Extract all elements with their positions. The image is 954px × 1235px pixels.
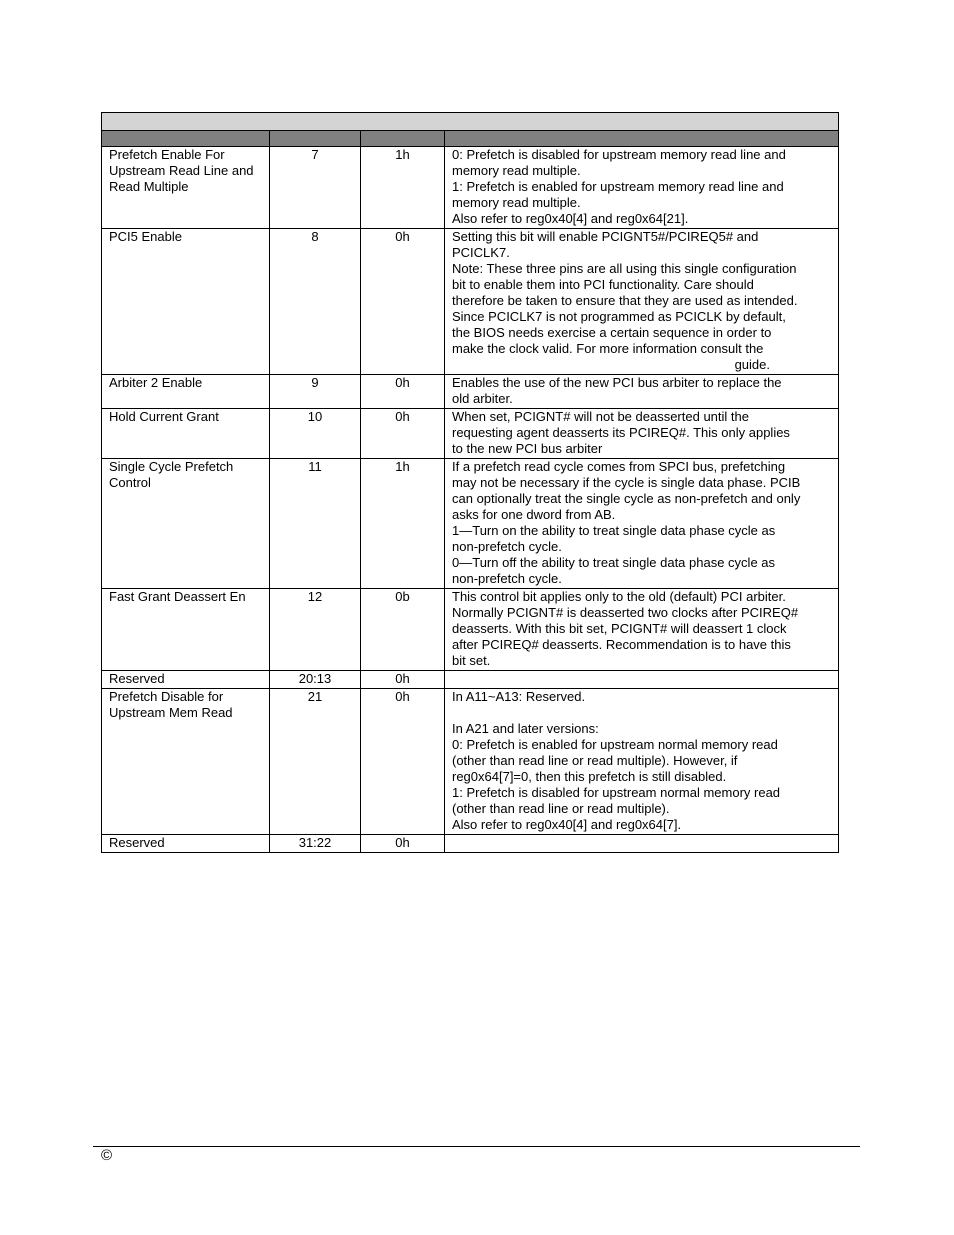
default-value-cell: 0h xyxy=(361,229,445,375)
default-value-cell: 0h xyxy=(361,689,445,835)
description-line: Setting this bit will enable PCIGNT5#/PCIREQ5# and xyxy=(452,229,759,244)
description-line: non-prefetch cycle. xyxy=(452,571,562,586)
description-line: the BIOS needs exercise a certain sequence in order to xyxy=(452,325,772,340)
default-value-cell: 1h xyxy=(361,459,445,589)
table-row xyxy=(102,147,839,229)
description-line: This control bit applies only to the old (default) PCI arbiter. xyxy=(452,589,786,604)
copyright-symbol: © xyxy=(101,1147,113,1164)
bits-cell: 8 xyxy=(270,229,361,375)
field-name-cell: Arbiter 2 Enable xyxy=(102,375,270,409)
default-value-cell: 0h xyxy=(361,375,445,409)
description-line: guide. xyxy=(734,357,770,372)
description-line: old arbiter. xyxy=(452,391,513,406)
description-line: In A21 and later versions: xyxy=(452,721,599,736)
description-line: requesting agent deasserts its PCIREQ#. This only applies xyxy=(452,425,790,440)
default-value-cell: 0h xyxy=(361,409,445,459)
table-row xyxy=(102,409,839,459)
bits-cell: 12 xyxy=(270,589,361,671)
field-name-cell: Prefetch Disable for Upstream Mem Read xyxy=(102,689,270,835)
bits-cell: 11 xyxy=(270,459,361,589)
description-cell xyxy=(445,835,839,853)
bits-cell: 31:22 xyxy=(270,835,361,853)
field-name-cell: PCI5 Enable xyxy=(102,229,270,375)
description-line: Enables the use of the new PCI bus arbiter to replace the xyxy=(452,375,782,390)
description-line: to the new PCI bus arbiter xyxy=(452,441,603,456)
description-line: may not be necessary if the cycle is single data phase. PCIB xyxy=(452,475,801,490)
description-line: therefore be taken to ensure that they are used as intended. xyxy=(452,293,798,308)
register-table xyxy=(101,112,839,853)
description-line: 1: Prefetch is enabled for upstream memory read line and xyxy=(452,179,784,194)
description-line: Note: These three pins are all using this single configuration xyxy=(452,261,797,276)
description-cell xyxy=(445,689,839,835)
description-line: reg0x64[7]=0, then this prefetch is still disabled. xyxy=(452,769,727,784)
field-name-cell: Prefetch Enable For Upstream Read Line and Read Multiple xyxy=(102,147,270,229)
header-default-cell xyxy=(361,131,445,147)
description-line xyxy=(452,705,836,721)
field-name-cell: Single Cycle Prefetch Control xyxy=(102,459,270,589)
field-name-cell: Reserved xyxy=(102,671,270,689)
description-line: Also refer to reg0x40[4] and reg0x64[7]. xyxy=(452,817,682,832)
table-title-bar xyxy=(102,113,839,131)
description-line: bit set. xyxy=(452,653,491,668)
table-title-cell xyxy=(102,113,839,131)
bits-cell: 9 xyxy=(270,375,361,409)
header-bits-cell xyxy=(270,131,361,147)
table-row xyxy=(102,689,839,835)
table-row xyxy=(102,375,839,409)
description-line: memory read multiple. xyxy=(452,163,581,178)
bits-cell: 21 xyxy=(270,689,361,835)
description-line: 1: Prefetch is disabled for upstream normal memory read xyxy=(452,785,781,800)
description-line: Since PCICLK7 is not programmed as PCICLK by default, xyxy=(452,309,786,324)
description-cell xyxy=(445,147,839,229)
description-line: non-prefetch cycle. xyxy=(452,539,562,554)
table-row xyxy=(102,589,839,671)
description-line: 0: Prefetch is enabled for upstream normal memory read xyxy=(452,737,778,752)
default-value-cell: 0h xyxy=(361,835,445,853)
description-cell xyxy=(445,459,839,589)
header-field-cell xyxy=(102,131,270,147)
description-line: If a prefetch read cycle comes from SPCI bus, prefetching xyxy=(452,459,786,474)
description-line: PCICLK7. xyxy=(452,245,510,260)
description-line: When set, PCIGNT# will not be deasserted until the xyxy=(452,409,749,424)
table-header-row xyxy=(102,131,839,147)
table-row xyxy=(102,229,839,375)
description-cell xyxy=(445,409,839,459)
field-name-cell: Reserved xyxy=(102,835,270,853)
description-line: can optionally treat the single cycle as non-prefetch and only xyxy=(452,491,801,506)
footer-rule xyxy=(93,1146,860,1147)
description-cell xyxy=(445,589,839,671)
description-line: Also refer to reg0x40[4] and reg0x64[21]. xyxy=(452,211,689,226)
default-value-cell: 0h xyxy=(361,671,445,689)
description-line: Normally PCIGNT# is deasserted two clocks after PCIREQ# xyxy=(452,605,799,620)
description-line: In A11~A13: Reserved. xyxy=(452,689,586,704)
description-cell xyxy=(445,375,839,409)
description-cell xyxy=(445,229,839,375)
default-value-cell: 1h xyxy=(361,147,445,229)
bits-cell: 7 xyxy=(270,147,361,229)
bits-cell: 10 xyxy=(270,409,361,459)
field-name-cell: Hold Current Grant xyxy=(102,409,270,459)
default-value-cell: 0b xyxy=(361,589,445,671)
description-line: (other than read line or read multiple). xyxy=(452,801,670,816)
description-line: make the clock valid. For more information consult the xyxy=(452,341,764,356)
description-line: (other than read line or read multiple). However, if xyxy=(452,753,738,768)
table-row xyxy=(102,835,839,853)
description-line: 0—Turn off the ability to treat single data phase cycle as xyxy=(452,555,776,570)
table-row xyxy=(102,459,839,589)
header-description-cell xyxy=(445,131,839,147)
description-line: 1—Turn on the ability to treat single data phase cycle as xyxy=(452,523,776,538)
description-cell xyxy=(445,671,839,689)
bits-cell: 20:13 xyxy=(270,671,361,689)
description-line: after PCIREQ# deasserts. Recommendation is to have this xyxy=(452,637,791,652)
field-name-cell: Fast Grant Deassert En xyxy=(102,589,270,671)
description-line: asks for one dword from AB. xyxy=(452,507,616,522)
description-line: deasserts. With this bit set, PCIGNT# will deassert 1 clock xyxy=(452,621,787,636)
description-line: memory read multiple. xyxy=(452,195,581,210)
description-line: 0: Prefetch is disabled for upstream memory read line and xyxy=(452,147,786,162)
table-row xyxy=(102,671,839,689)
description-line: bit to enable them into PCI functionality. Care should xyxy=(452,277,754,292)
